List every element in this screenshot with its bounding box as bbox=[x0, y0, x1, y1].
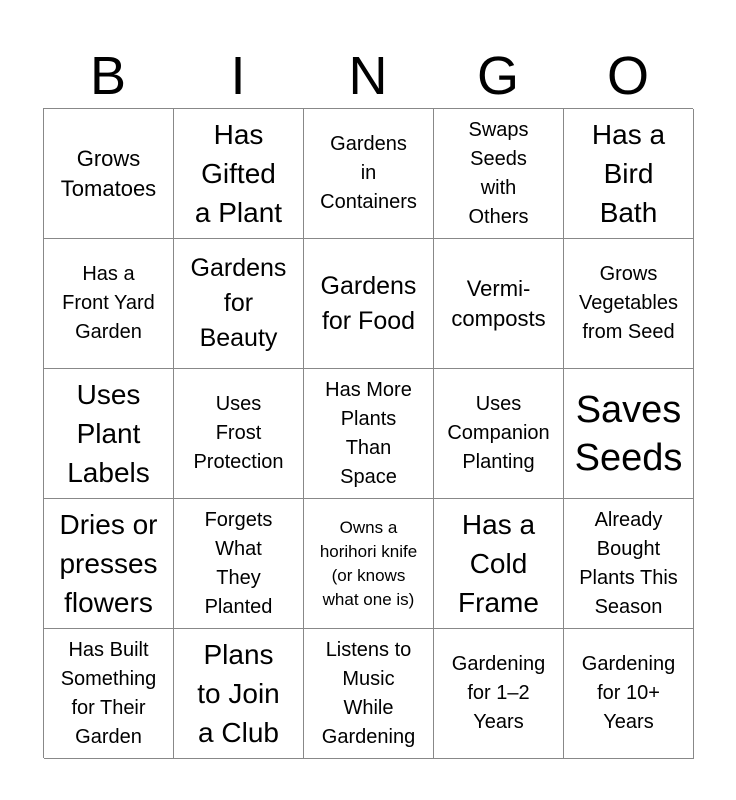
bingo-header bbox=[43, 44, 693, 108]
bingo-cell[interactable] bbox=[434, 239, 564, 369]
cell-text: Dries or presses flowers bbox=[59, 509, 158, 618]
bingo-cell[interactable] bbox=[564, 369, 694, 499]
cell-text: Gardens for Beauty bbox=[190, 254, 287, 352]
bingo-cell[interactable] bbox=[304, 369, 434, 499]
cell-text: Has a Bird Bath bbox=[591, 119, 666, 228]
bingo-cell[interactable] bbox=[174, 239, 304, 369]
cell-text: Has Gifted a Plant bbox=[194, 119, 283, 228]
cell-text: Owns a horihori knife (or knows what one is) bbox=[319, 517, 418, 609]
bingo-cell[interactable] bbox=[44, 499, 174, 629]
bingo-cell[interactable] bbox=[44, 109, 174, 239]
cell-text: Forgets What They Planted bbox=[204, 508, 273, 618]
bingo-cell[interactable] bbox=[434, 369, 564, 499]
bingo-cell[interactable] bbox=[174, 369, 304, 499]
bingo-cell[interactable] bbox=[44, 239, 174, 369]
cell-text: Has Built Something for Their Garden bbox=[60, 638, 157, 748]
header-letter-n: N bbox=[348, 46, 388, 106]
header-letter-b: B bbox=[89, 46, 127, 106]
cell-text: Uses Companion Planting bbox=[447, 393, 550, 473]
bingo-cell[interactable] bbox=[304, 239, 434, 369]
cell-text: Gardens for Food bbox=[320, 271, 417, 335]
cell-text: Gardening for 10+ Years bbox=[581, 653, 676, 733]
cell-text: Grows Tomatoes bbox=[60, 145, 157, 201]
cell-text: Grows Vegetables from Seed bbox=[579, 263, 678, 343]
bingo-cell[interactable] bbox=[44, 369, 174, 499]
bingo-cell[interactable] bbox=[434, 629, 564, 759]
bingo-cell[interactable] bbox=[564, 109, 694, 239]
header-letter-g: G bbox=[476, 46, 519, 106]
bingo-cell[interactable] bbox=[304, 629, 434, 759]
cell-text: Has More Plants Than Space bbox=[325, 378, 412, 488]
cell-text: Gardening for 1–2 Years bbox=[451, 653, 546, 733]
bingo-cell[interactable] bbox=[564, 499, 694, 629]
cell-text: Has a Cold Frame bbox=[458, 509, 539, 618]
cell-text: Saves Seeds bbox=[574, 388, 683, 479]
header-letter-i: I bbox=[230, 46, 246, 106]
cell-text: Gardens in Containers bbox=[320, 133, 417, 213]
bingo-cell[interactable] bbox=[564, 239, 694, 369]
cell-text: Uses Plant Labels bbox=[67, 379, 150, 488]
bingo-cell[interactable] bbox=[174, 109, 304, 239]
bingo-cell[interactable] bbox=[434, 499, 564, 629]
cell-text: Has a Front Yard Garden bbox=[62, 263, 155, 343]
bingo-board bbox=[43, 108, 693, 758]
bingo-cell[interactable] bbox=[564, 629, 694, 759]
bingo-cell[interactable] bbox=[174, 629, 304, 759]
cell-text: Listens to Music While Gardening bbox=[321, 638, 416, 748]
bingo-cell[interactable] bbox=[304, 499, 434, 629]
bingo-cell[interactable] bbox=[304, 109, 434, 239]
header-letter-o: O bbox=[606, 46, 649, 106]
cell-text: Vermi- composts bbox=[451, 275, 546, 331]
bingo-cell[interactable] bbox=[434, 109, 564, 239]
cell-text: Already Bought Plants This Season bbox=[579, 508, 678, 618]
bingo-cell[interactable] bbox=[44, 629, 174, 759]
bingo-cell[interactable] bbox=[174, 499, 304, 629]
cell-text: Plans to Join a Club bbox=[197, 639, 280, 748]
cell-text: Uses Frost Protection bbox=[193, 393, 284, 473]
cell-text: Swaps Seeds with Others bbox=[468, 118, 529, 228]
